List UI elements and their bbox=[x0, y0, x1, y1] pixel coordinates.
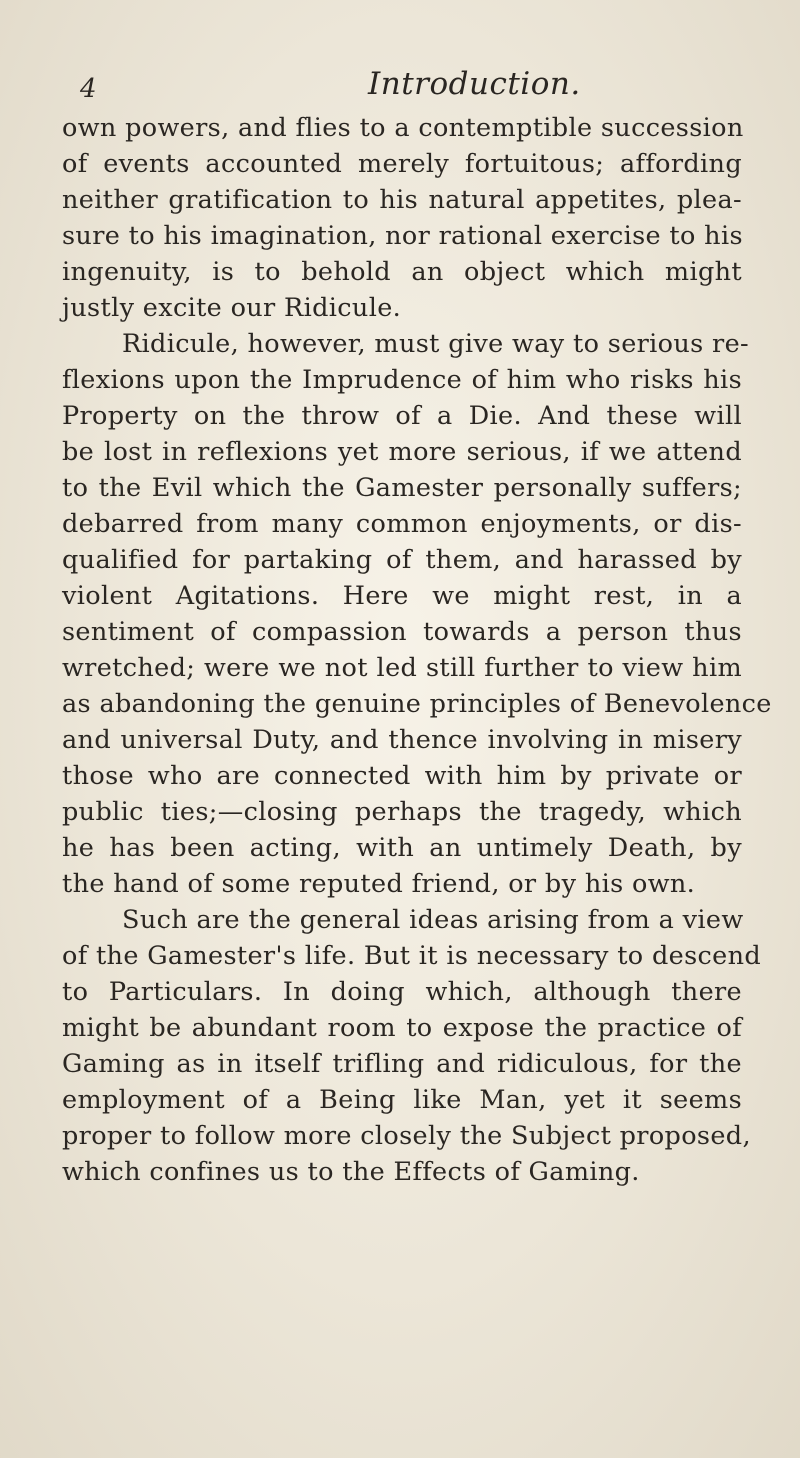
text-line: justly excite our Ridicule. bbox=[62, 293, 402, 323]
text-line: Gaming as in itself trifling and ridiculous, for the bbox=[62, 1049, 742, 1079]
text-line: own powers, and flies to a contemptible succession bbox=[62, 113, 744, 143]
text-line: sentiment of compassion towards a person thus bbox=[62, 617, 742, 647]
text-line: might be abundant room to expose the practice of bbox=[62, 1013, 742, 1043]
text-line: sure to his imagination, nor rational exercise to his bbox=[62, 221, 743, 251]
page-number: 4 bbox=[80, 74, 97, 104]
text-line: proper to follow more closely the Subject proposed, bbox=[62, 1121, 751, 1151]
text-line: public ties;—closing perhaps the tragedy, which bbox=[62, 797, 742, 827]
running-title: Introduction. bbox=[368, 66, 581, 102]
text-line: wretched; were we not led still further to view him bbox=[62, 653, 742, 683]
text-line: Property on the throw of a Die. And these will bbox=[62, 401, 742, 431]
text-line: to the Evil which the Gamester personally suffers; bbox=[62, 473, 742, 503]
page-header bbox=[60, 66, 760, 106]
body-text bbox=[62, 110, 772, 1190]
text-line: which confines us to the Effects of Gaming. bbox=[62, 1157, 640, 1187]
text-line: employment of a Being like Man, yet it seems bbox=[62, 1085, 742, 1115]
text-line: those who are connected with him by private or bbox=[62, 761, 742, 791]
text-line: Ridicule, however, must give way to serious re- bbox=[122, 329, 749, 359]
text-line: of the Gamester's life. But it is necessary to descend bbox=[62, 941, 762, 971]
text-line: of events accounted merely fortuitous; affording bbox=[62, 149, 742, 179]
text-line: qualified for partaking of them, and harassed by bbox=[62, 545, 742, 575]
text-line: ingenuity, is to behold an object which might bbox=[62, 257, 742, 287]
text-line: and universal Duty, and thence involving in misery bbox=[62, 725, 742, 755]
text-line: neither gratification to his natural appetites, plea- bbox=[62, 185, 742, 215]
text-line: be lost in reflexions yet more serious, if we attend bbox=[62, 437, 742, 467]
text-line: flexions upon the Imprudence of him who risks his bbox=[62, 365, 742, 395]
text-line: Such are the general ideas arising from a view bbox=[122, 905, 744, 935]
text-line: as abandoning the genuine principles of Benevolence bbox=[62, 689, 772, 719]
text-line: violent Agitations. Here we might rest, in a bbox=[62, 581, 742, 611]
text-line: the hand of some reputed friend, or by his own. bbox=[62, 869, 696, 899]
text-line: he has been acting, with an untimely Death, by bbox=[62, 833, 742, 863]
text-line: debarred from many common enjoyments, or dis- bbox=[62, 509, 742, 539]
text-line: to Particulars. In doing which, although there bbox=[62, 977, 742, 1007]
